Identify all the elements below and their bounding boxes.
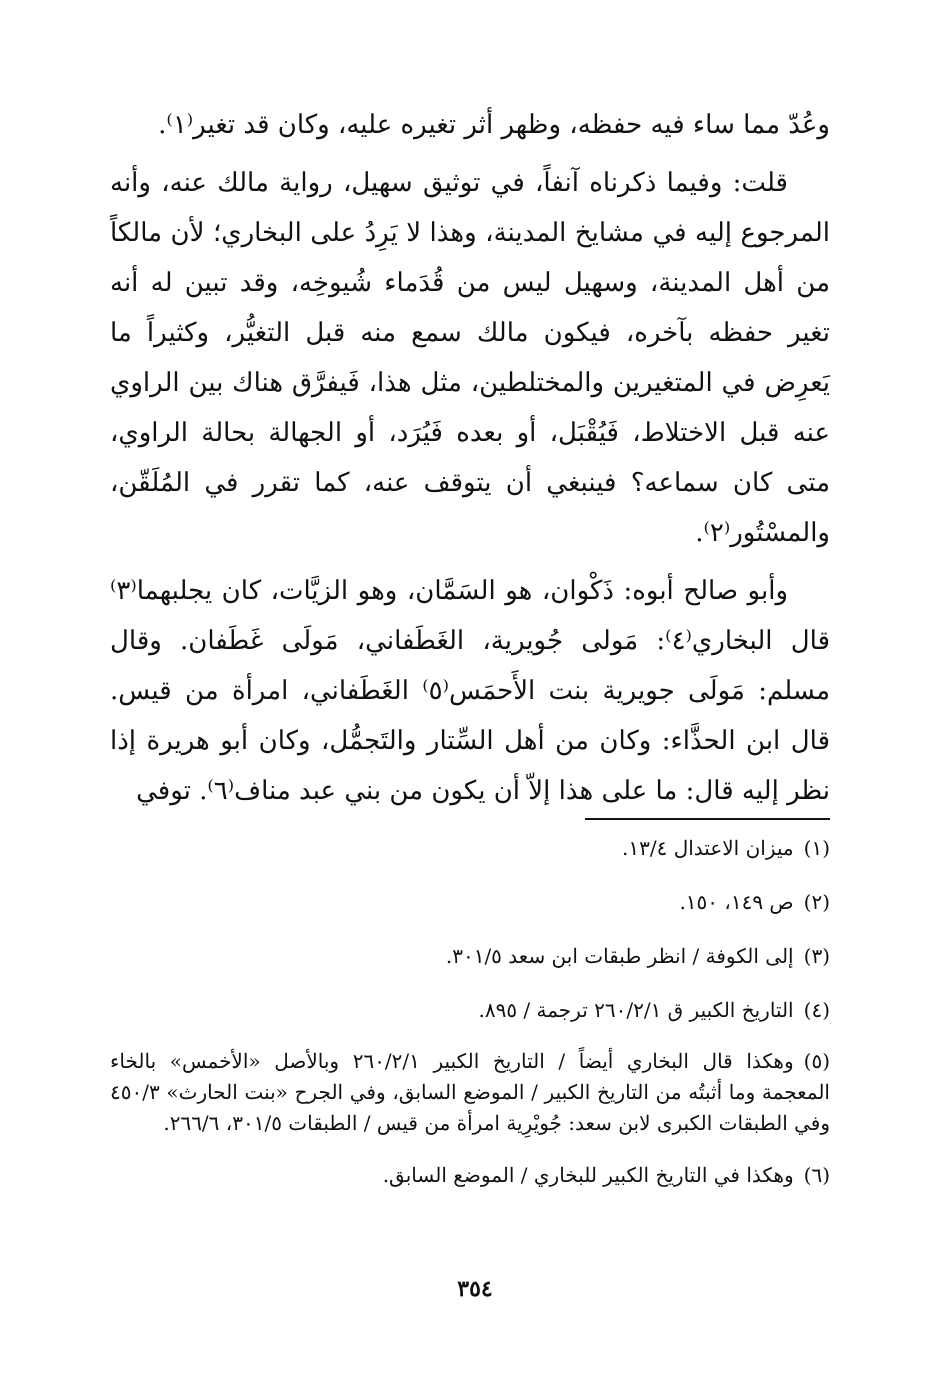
paragraph-abu-salih: وأبو صالح أبوه: ذَكْوان، هو السَمَّان، وهو الزيَّات، كان يجلبهما⁽٣⁾ قال البخاري⁽٤⁾: مَولى جُويرية، الغَطَفاني، مَولَى غَطَفان. وقال مسلم: مَولَى جويرية بنت الأَحمَس⁽٥⁾ الغَطَفاني، امرأة من قيس. قال ابن الحذَّاء: وكان من أهل السِّتار والتَجمُّل، وكان أبو هريرة إذا نظر إليه قال: ما على هذا إلاّ أن يكون من بني عبد مناف⁽٦⁾. توفي	[110, 576, 830, 806]
main-text	[110, 100, 830, 816]
paragraph-continuation: وعُدّ مما ساء فيه حفظه، وظهر أثر تغيره عليه، وكان قد تغير⁽١⁾.	[158, 110, 830, 140]
footnote-text: التاريخ الكبير ق ٢٦٠/٢/١ ترجمة / ٨٩٥.	[478, 998, 794, 1022]
paragraph-commentary: قلت: وفيما ذكرناه آنفاً، في توثيق سهيل، رواية مالك عنه، وأنه المرجوع إليه في مشايخ المدينة، وهذا لا يَرِدُ على البخاري؛ لأن مالكاً من أهل المدينة، وسهيل ليس من قُدَماء شُيوخِه، وقد تبين له أنه تغير حفظه بآخره، فيكون مالك سمع منه قبل التغيُّر، وكثيراً ما يَعرِض في المتغيرين والمختلطين، مثل هذا، فَيفرَّق هناك بين الراوي عنه قبل الاختلاط، فَيُقْبَل، أو بعده فَيُرَد، أو الجهالة بحالة الراوي، متى كان سماعه؟ فينبغي أن يتوقف عنه، كما تقرر في المُلَقّن، والمسْتُور⁽٢⁾.	[110, 168, 830, 548]
footnote-text: ميزان الاعتدال ١٣/٤.	[622, 836, 794, 860]
footnote-number: (١)	[803, 836, 830, 860]
footnote-number: (٢)	[803, 890, 830, 914]
footnote-text: إلى الكوفة / انظر طبقات ابن سعد ٣٠١/٥.	[445, 944, 794, 968]
footnote-text: ص ١٤٩، ١٥٠.	[679, 890, 794, 914]
footnote-4	[110, 984, 830, 1038]
footnote-2	[110, 876, 830, 930]
footnotes	[110, 822, 830, 1203]
footnote-number: (٥)	[803, 1049, 831, 1073]
footnote-text: وهكذا قال البخاري أيضاً / التاريخ الكبير ٢٦٠/٢/١ وبالأصل «الأخمس» بالخاء المعجمة وما أثبتُه من التاريخ الكبير / الموضع السابق، وفي الجرح «بنت الحارث» ٤٥٠/٣ وفي الطبقات الكبرى لابن سعد: جُويْرِية امرأة من قيس / الطبقات ٣٠١/٥، ٢٦٦/٦.	[110, 1049, 830, 1135]
footnote-3	[110, 930, 830, 984]
footnote-6	[110, 1149, 830, 1203]
footnote-divider	[585, 818, 830, 820]
footnote-1	[110, 822, 830, 876]
footnote-number: (٤)	[803, 998, 830, 1022]
page-number: ٣٥٤	[457, 1276, 493, 1302]
footnote-number: (٦)	[803, 1163, 830, 1187]
footnote-text: وهكذا في التاريخ الكبير للبخاري / الموضع السابق.	[382, 1163, 794, 1187]
footnote-number: (٣)	[803, 944, 830, 968]
footnote-5	[110, 1038, 830, 1149]
